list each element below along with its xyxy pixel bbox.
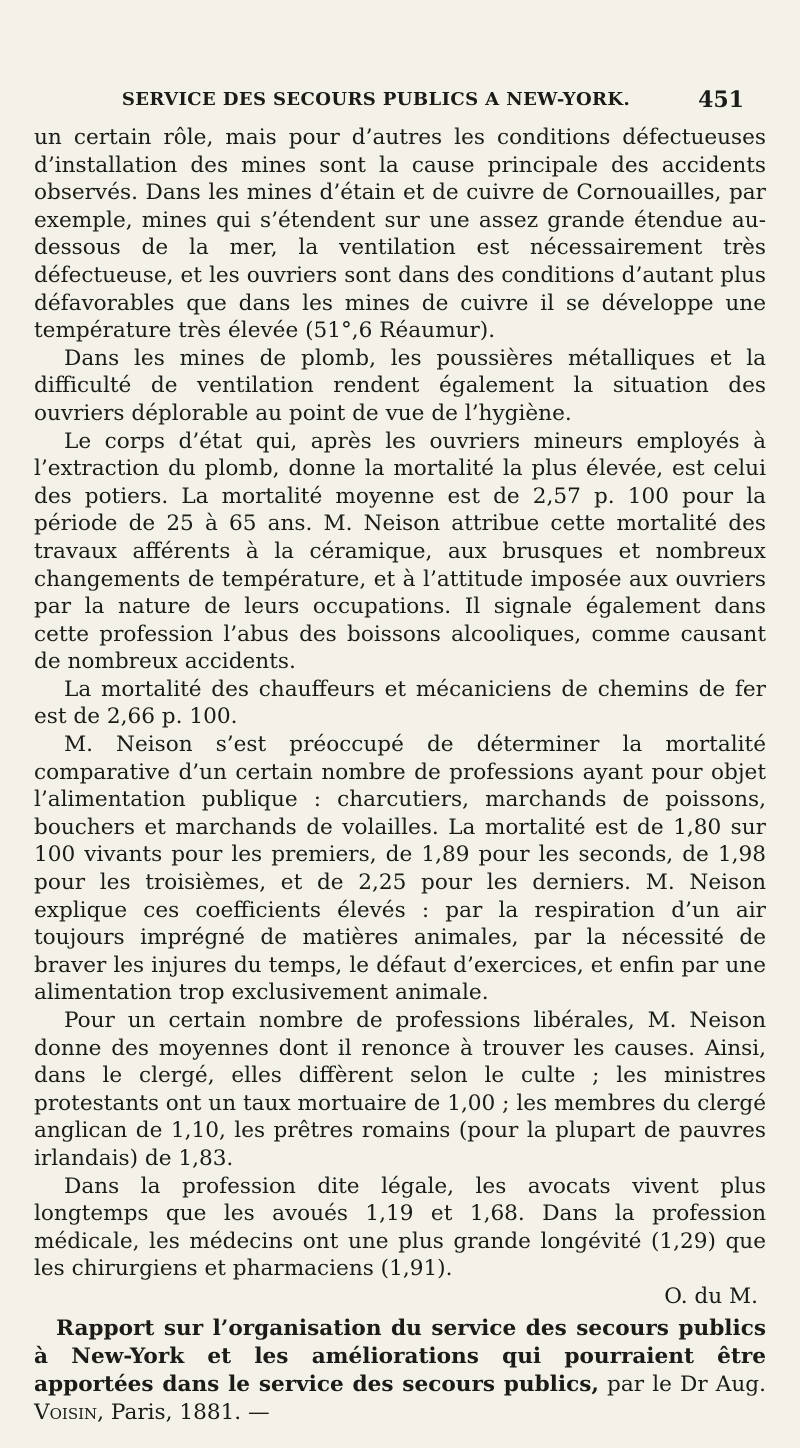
paragraph-potters: Le corps d’état qui, après les ouvriers mineurs employés à l’extraction du plomb, donne la mortalité la plus élevée, est celui des potiers. La mortalité moyenne est de 2,57 p. 100 pour la période de 25 à 65 ans. M. Neison attribue cette mortalité des travaux afférents à la céramique, aux brusques et nombreux changements de température, et à l’attitude imposée aux ouvriers par la nature de leurs occupations. Il signale également dans cette profession l’abus des boissons alcooliques, comme causant de nombreux accidents. — [34, 428, 766, 675]
report-title: Rapport sur l’organisation du service des secours publics à New-York et les améliorations qui pourraient être apportées dans le service des secours publics, — [34, 1315, 766, 1397]
report-citation — [34, 1315, 766, 1427]
report-author-prefix: par le Dr Aug. — [598, 1371, 766, 1397]
paragraph-railway: La mortalité des chauffeurs et mécaniciens de chemins de fer est de 2,66 p. 100. — [34, 676, 766, 730]
running-head — [0, 84, 800, 116]
signature: O. du M. — [664, 1283, 758, 1309]
paragraph-lead-mines: Dans les mines de plomb, les poussières métalliques et la difficulté de ventilation rendent également la situation des ouvriers déplorable au point de vue de l’hygiène. — [34, 345, 766, 426]
paragraph-liberal-professions: Pour un certain nombre de professions libérales, M. Neison donne des moyennes dont il renonce à trouver les causes. Ainsi, dans le clergé, elles diffèrent selon le culte ; les ministres protestants ont un taux mortuaire de 1,00 ; les membres du clergé anglican de 1,10, les prêtres romains (pour la plupart de pauvres irlandais) de 1,83. — [34, 1008, 766, 1171]
paragraph-food-trades: M. Neison s’est préoccupé de déterminer la mortalité comparative d’un certain nombre de professions ayant pour objet l’alimentation publique : charcutiers, marchands de poissons, bouchers et marchands de volailles. La mortalité est de 1,80 sur 100 vivants pour les premiers, de 1,89 pour les seconds, de 1,98 pour les troisièmes, et de 2,25 pour les derniers. M. Neison explique ces coefficients élevés : par la respiration d’un air toujours imprégné de matières animales, par la nécessité de braver les injures du temps, le défaut d’exercices, et enfin par une alimentation trop exclusivement animale. — [34, 732, 766, 1006]
paragraph-continuation: un certain rôle, mais pour d’autres les conditions défectueuses d’installation des mines sont la cause principale des accidents observés. Dans les mines d’étain et de cuivre de Cornouailles, par exemple, mines qui s’étendent sur une assez grande étendue au-dessous de la mer, la ventilation est nécessairement très défectueuse, et les ouvriers sont dans des conditions d’autant plus défavorables que dans les mines de cuivre il se développe une température très élevée (51°,6 Réaumur). — [34, 125, 766, 344]
body-text — [34, 124, 766, 1448]
paragraph-legal-medical: Dans la profession dite légale, les avocats vivent plus longtemps que les avoués 1,19 et 1,68. Dans la profession médicale, les médecins ont une plus grande longévité (1,29) que les chirurgiens et pharmaciens (1,91). — [34, 1173, 766, 1282]
page-number: 451 — [698, 87, 744, 113]
running-title: SERVICE DES SECOURS PUBLICS A NEW-YORK. — [121, 89, 631, 110]
report-author-name: Voisin — [34, 1399, 98, 1425]
report-place-date: , Paris, 1881. — — [97, 1399, 270, 1425]
